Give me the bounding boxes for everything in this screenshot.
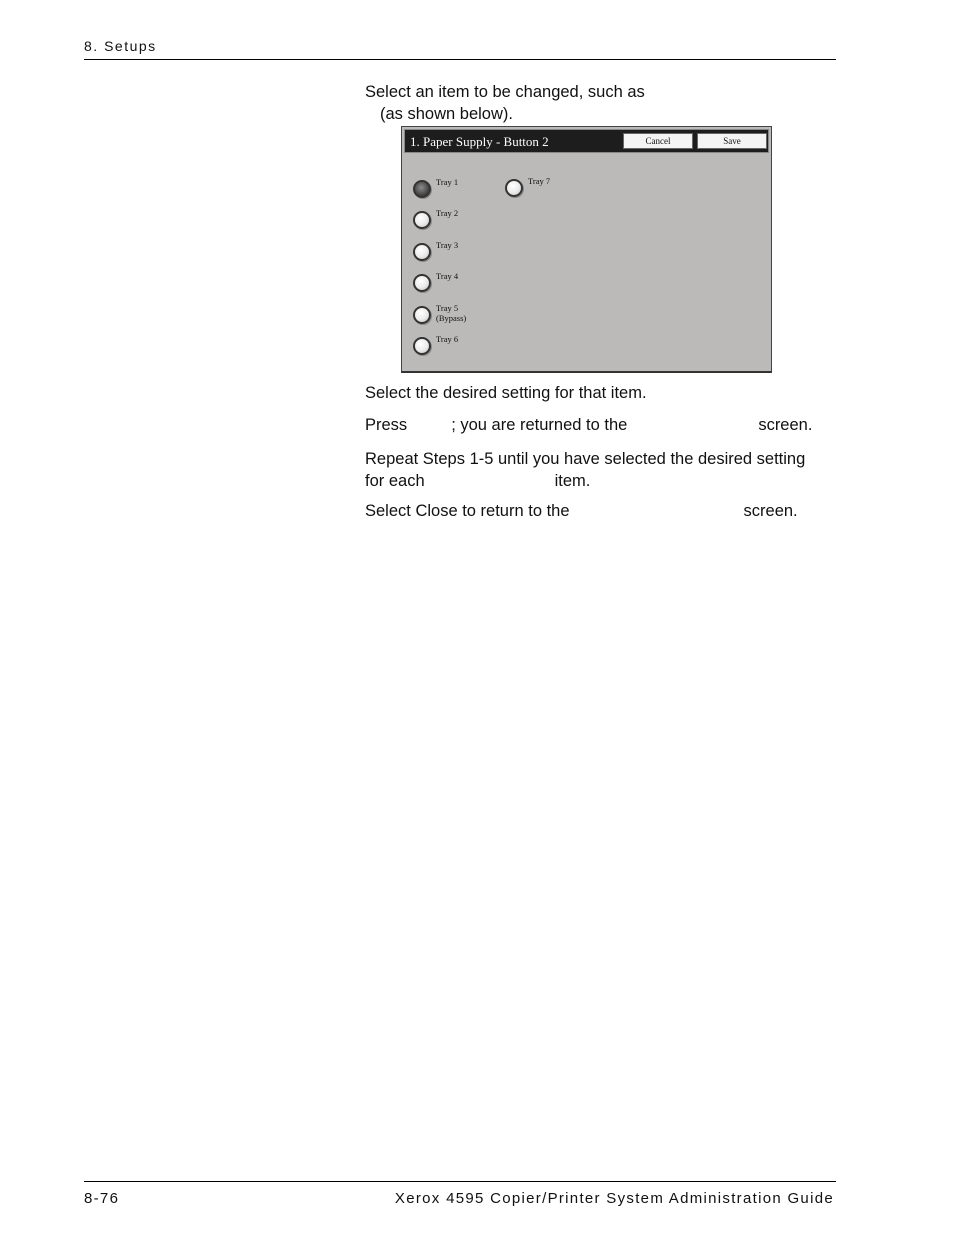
header-rule bbox=[84, 59, 836, 60]
option-label: Tray 3 bbox=[436, 240, 459, 250]
radio-icon[interactable] bbox=[413, 337, 431, 355]
footer-rule bbox=[84, 1181, 836, 1182]
step-2-text: Select the desired setting for that item. bbox=[365, 384, 647, 402]
running-header: 8. Setups bbox=[84, 38, 157, 54]
step-3-part-a: Press bbox=[365, 416, 408, 434]
option-label: Tray 1 bbox=[436, 177, 459, 187]
step-4-line-2a: for each bbox=[365, 472, 425, 490]
step-1-line-1: Select an item to be changed, such as bbox=[365, 83, 645, 101]
step-5-text bbox=[365, 500, 798, 522]
step-4-line-1: Repeat Steps 1-5 until you have selected the desired setting bbox=[365, 450, 806, 468]
step-4-line-2b: item. bbox=[554, 472, 591, 490]
option-label: Tray 7 bbox=[528, 176, 551, 186]
step-3-part-b: ; you are returned to the bbox=[451, 416, 628, 434]
save-button[interactable]: Save bbox=[697, 133, 767, 149]
step-3-part-c: screen. bbox=[758, 416, 813, 434]
paper-supply-screenshot bbox=[401, 126, 772, 373]
step-3-text bbox=[365, 414, 812, 436]
cancel-button[interactable]: Cancel bbox=[623, 133, 693, 149]
radio-icon[interactable] bbox=[413, 306, 431, 324]
option-label: Tray 2 bbox=[436, 208, 459, 218]
guide-title: Xerox 4595 Copier/Printer System Administration Guide bbox=[394, 1190, 834, 1207]
screen-title-bar bbox=[404, 129, 769, 153]
radio-icon[interactable] bbox=[413, 274, 431, 292]
screen-title: 1. Paper Supply - Button 2 bbox=[410, 134, 549, 149]
radio-selected-icon[interactable] bbox=[413, 180, 431, 198]
radio-icon[interactable] bbox=[413, 211, 431, 229]
step-5-part-a: Select Close to return to the bbox=[365, 502, 570, 520]
step-1-text bbox=[365, 81, 645, 125]
step-5-part-b: screen. bbox=[743, 502, 798, 520]
option-label: Tray 6 bbox=[436, 334, 459, 344]
page-number: 8-76 bbox=[84, 1190, 120, 1207]
step-4-text bbox=[365, 448, 805, 492]
radio-icon[interactable] bbox=[413, 243, 431, 261]
option-label: Tray 4 bbox=[436, 271, 459, 281]
radio-icon[interactable] bbox=[505, 179, 523, 197]
option-label: Tray 5 (Bypass) bbox=[436, 303, 467, 323]
step-1-line-2: (as shown below). bbox=[380, 105, 513, 123]
